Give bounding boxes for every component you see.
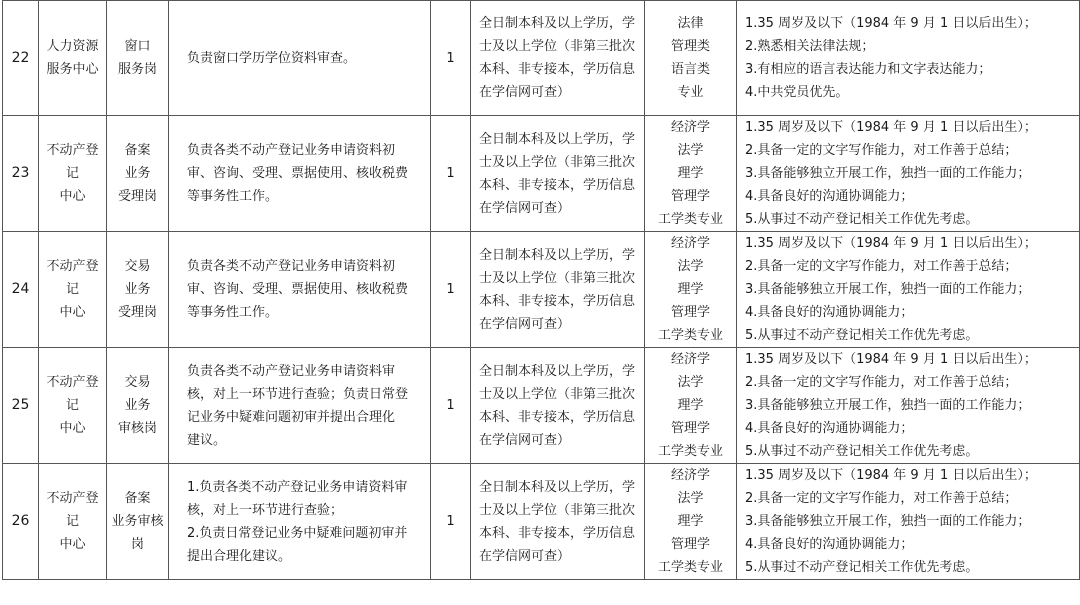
position-cell-line: 业务	[124, 398, 151, 413]
requirements-cell-line: 2.具备一定的文字写作能力，对工作善于总结；	[745, 259, 1018, 274]
position-cell-line: 服务岗	[117, 62, 157, 77]
requirements-cell-line: 2.具备一定的文字写作能力，对工作善于总结；	[745, 375, 1018, 390]
education-cell-line: 本科、非专接本，学历信息	[479, 525, 636, 541]
unit-cell-line: 记	[65, 282, 79, 297]
position-cell-line: 受理岗	[117, 189, 157, 204]
major-cell-line: 工学类专业	[657, 328, 723, 343]
education-cell	[471, 1, 645, 116]
major-cell-line: 法学	[677, 143, 704, 158]
requirements-cell-line: 3.具备能够独立开展工作，独挡一面的工作能力；	[745, 398, 1031, 413]
education-cell-line: 士及以上学位（非第三批次	[479, 502, 636, 518]
headcount-cell: 1	[431, 1, 471, 116]
duty-cell-line: 审、咨询、受理、票据使用、核收税费	[187, 282, 409, 297]
unit-cell	[39, 116, 107, 232]
unit-cell-line: 记	[65, 514, 79, 529]
requirements-cell-line: 3.具备能够独立开展工作，独挡一面的工作能力；	[745, 166, 1031, 181]
major-cell-line: 理学	[677, 166, 704, 181]
row-number: 26	[3, 464, 39, 580]
major-cell	[645, 116, 737, 232]
education-cell-line: 在学信网可查）	[479, 200, 571, 216]
position-cell-line: 窗口	[124, 39, 151, 54]
education-cell	[471, 348, 645, 464]
duty-cell-line: 负责各类不动产登记业务申请资料审	[187, 363, 396, 379]
duty-cell	[169, 232, 431, 348]
position-cell	[107, 116, 169, 232]
requirements-cell-line: 3.具备能够独立开展工作，独挡一面的工作能力；	[745, 514, 1031, 529]
education-cell-line: 在学信网可查）	[479, 85, 571, 100]
unit-cell-line: 中心	[59, 305, 86, 320]
row-number: 23	[3, 116, 39, 232]
major-cell-line: 管理学	[670, 305, 710, 320]
unit-cell-line: 中心	[59, 189, 86, 204]
requirements-cell-line: 2.具备一定的文字写作能力，对工作善于总结；	[745, 143, 1018, 158]
major-cell	[645, 348, 737, 464]
requirements-cell-line: 1.35 周岁及以下（1984 年 9 月 1 日以后出生）；	[745, 352, 1037, 367]
table-row	[3, 464, 1080, 580]
position-cell	[107, 232, 169, 348]
requirements-cell-line: 1.35 周岁及以下（1984 年 9 月 1 日以后出生）；	[745, 236, 1037, 251]
duty-cell-line: 负责窗口学历学位资料审查。	[187, 50, 357, 66]
unit-cell-line: 不动产登	[46, 491, 99, 506]
education-cell-line: 全日制本科及以上学历，学	[479, 247, 636, 263]
requirements-cell-line: 1.35 周岁及以下（1984 年 9 月 1 日以后出生）；	[745, 120, 1037, 135]
requirements-cell-line: 5.从事过不动产登记相关工作优先考虑。	[745, 560, 979, 575]
education-cell-line: 在学信网可查）	[479, 548, 571, 564]
requirements-cell-line: 5.从事过不动产登记相关工作优先考虑。	[745, 212, 979, 227]
requirements-cell-line: 5.从事过不动产登记相关工作优先考虑。	[745, 328, 979, 343]
duty-cell-line: 核，对上一环节进行查验；负责日常登	[187, 386, 409, 402]
requirements-cell-line: 4.具备良好的沟通协调能力；	[745, 537, 914, 552]
duty-cell-line: 负责各类不动产登记业务申请资料初	[187, 143, 396, 158]
major-cell-line: 经济学	[670, 352, 710, 367]
duty-cell	[169, 116, 431, 232]
unit-cell-line: 服务中心	[46, 62, 99, 77]
major-cell-line: 经济学	[670, 120, 710, 135]
major-cell	[645, 232, 737, 348]
major-cell-line: 法学	[677, 491, 704, 506]
unit-cell	[39, 464, 107, 580]
unit-cell-line: 不动产登	[46, 259, 99, 274]
education-cell	[471, 116, 645, 232]
unit-cell-line: 中心	[59, 537, 86, 552]
education-cell-line: 本科、非专接本，学历信息	[479, 177, 636, 193]
duty-cell-line: 1.负责各类不动产登记业务申请资料审	[187, 479, 408, 495]
requirements-cell-line: 3.具备能够独立开展工作，独挡一面的工作能力；	[745, 282, 1031, 297]
position-cell-line: 受理岗	[117, 305, 157, 320]
requirements-cell	[737, 1, 1080, 116]
duty-cell-line: 建议。	[187, 432, 227, 448]
unit-cell-line: 中心	[59, 421, 86, 436]
major-cell-line: 工学类专业	[657, 560, 723, 575]
requirements-cell-line: 4.中共党员优先。	[745, 85, 849, 100]
duty-cell	[169, 464, 431, 580]
row-number: 22	[3, 1, 39, 116]
position-cell	[107, 1, 169, 116]
major-cell-line: 管理学	[670, 421, 710, 436]
position-cell-line: 业务	[124, 166, 151, 181]
education-cell-line: 士及以上学位（非第三批次	[479, 39, 636, 54]
major-cell-line: 法律	[677, 16, 704, 31]
education-cell-line: 士及以上学位（非第三批次	[479, 386, 636, 402]
requirements-cell-line: 5.从事过不动产登记相关工作优先考虑。	[745, 444, 979, 459]
duty-cell	[169, 348, 431, 464]
recruitment-table	[2, 0, 1080, 580]
major-cell-line: 语言类	[670, 62, 710, 77]
headcount-cell: 1	[431, 348, 471, 464]
unit-cell-line: 人力资源	[46, 39, 99, 54]
education-cell-line: 士及以上学位（非第三批次	[479, 270, 636, 286]
major-cell-line: 经济学	[670, 236, 710, 251]
major-cell	[645, 464, 737, 580]
requirements-cell-line: 1.35 周岁及以下（1984 年 9 月 1 日以后出生）；	[745, 16, 1037, 31]
education-cell-line: 士及以上学位（非第三批次	[479, 154, 636, 170]
unit-cell-line: 不动产登	[46, 375, 99, 390]
position-cell-line: 业务	[124, 282, 151, 297]
duty-cell-line: 等事务性工作。	[187, 189, 279, 204]
major-cell-line: 管理类	[670, 39, 710, 54]
unit-cell	[39, 1, 107, 116]
position-cell-line: 备案	[124, 143, 151, 158]
requirements-cell-line: 2.熟悉相关法律法规；	[745, 39, 875, 54]
headcount-cell: 1	[431, 232, 471, 348]
table-row	[3, 348, 1080, 464]
requirements-cell-line: 4.具备良好的沟通协调能力；	[745, 305, 914, 320]
major-cell-line: 理学	[677, 514, 704, 529]
major-cell-line: 理学	[677, 282, 704, 297]
unit-cell-line: 记	[65, 166, 79, 181]
major-cell-line: 专业	[677, 85, 704, 100]
education-cell	[471, 232, 645, 348]
major-cell-line: 管理学	[670, 189, 710, 204]
major-cell-line: 法学	[677, 375, 704, 390]
requirements-cell-line: 4.具备良好的沟通协调能力；	[745, 421, 914, 436]
duty-cell-line: 等事务性工作。	[187, 305, 279, 320]
table-row	[3, 116, 1080, 232]
duty-cell-line: 审、咨询、受理、票据使用、核收税费	[187, 166, 409, 181]
position-cell-line: 交易	[124, 375, 151, 390]
requirements-cell	[737, 232, 1080, 348]
major-cell-line: 工学类专业	[657, 444, 723, 459]
requirements-cell	[737, 348, 1080, 464]
duty-cell-line: 提出合理化建议。	[187, 548, 292, 564]
major-cell-line: 工学类专业	[657, 212, 723, 227]
table-row	[3, 232, 1080, 348]
requirements-cell-line: 2.具备一定的文字写作能力，对工作善于总结；	[745, 491, 1018, 506]
position-cell-line: 业务审核	[111, 514, 164, 529]
unit-cell	[39, 348, 107, 464]
duty-cell	[169, 1, 431, 116]
requirements-cell-line: 3.有相应的语言表达能力和文字表达能力；	[745, 62, 992, 77]
major-cell-line: 理学	[677, 398, 704, 413]
education-cell-line: 在学信网可查）	[479, 316, 571, 332]
requirements-cell	[737, 116, 1080, 232]
row-number: 25	[3, 348, 39, 464]
table-body	[3, 1, 1080, 580]
unit-cell-line: 不动产登	[46, 143, 99, 158]
position-cell-line: 审核岗	[117, 421, 157, 436]
headcount-cell: 1	[431, 116, 471, 232]
position-cell-line: 备案	[124, 491, 151, 506]
unit-cell-line: 记	[65, 398, 79, 413]
major-cell-line: 经济学	[670, 468, 710, 483]
position-cell-line: 交易	[124, 259, 151, 274]
unit-cell	[39, 232, 107, 348]
headcount-cell: 1	[431, 464, 471, 580]
requirements-cell-line: 1.35 周岁及以下（1984 年 9 月 1 日以后出生）；	[745, 468, 1037, 483]
duty-cell-line: 负责各类不动产登记业务申请资料初	[187, 259, 396, 274]
education-cell-line: 本科、非专接本，学历信息	[479, 62, 636, 77]
requirements-cell-line: 4.具备良好的沟通协调能力；	[745, 189, 914, 204]
position-cell	[107, 348, 169, 464]
education-cell-line: 本科、非专接本，学历信息	[479, 293, 636, 309]
education-cell	[471, 464, 645, 580]
major-cell	[645, 1, 737, 116]
education-cell-line: 全日制本科及以上学历，学	[479, 363, 636, 379]
education-cell-line: 全日制本科及以上学历，学	[479, 479, 636, 495]
duty-cell-line: 记业务中疑难问题初审并提出合理化	[187, 409, 396, 425]
table-row	[3, 1, 1080, 116]
requirements-cell	[737, 464, 1080, 580]
education-cell-line: 本科、非专接本，学历信息	[479, 409, 636, 425]
position-cell-line: 岗	[130, 537, 144, 552]
duty-cell-line: 2.负责日常登记业务中疑难问题初审并	[187, 525, 408, 541]
major-cell-line: 管理学	[670, 537, 710, 552]
major-cell-line: 法学	[677, 259, 704, 274]
education-cell-line: 全日制本科及以上学历，学	[479, 131, 636, 147]
education-cell-line: 在学信网可查）	[479, 432, 571, 448]
education-cell-line: 全日制本科及以上学历，学	[479, 16, 636, 31]
position-cell	[107, 464, 169, 580]
row-number: 24	[3, 232, 39, 348]
duty-cell-line: 核，对上一环节进行查验；	[187, 502, 344, 518]
